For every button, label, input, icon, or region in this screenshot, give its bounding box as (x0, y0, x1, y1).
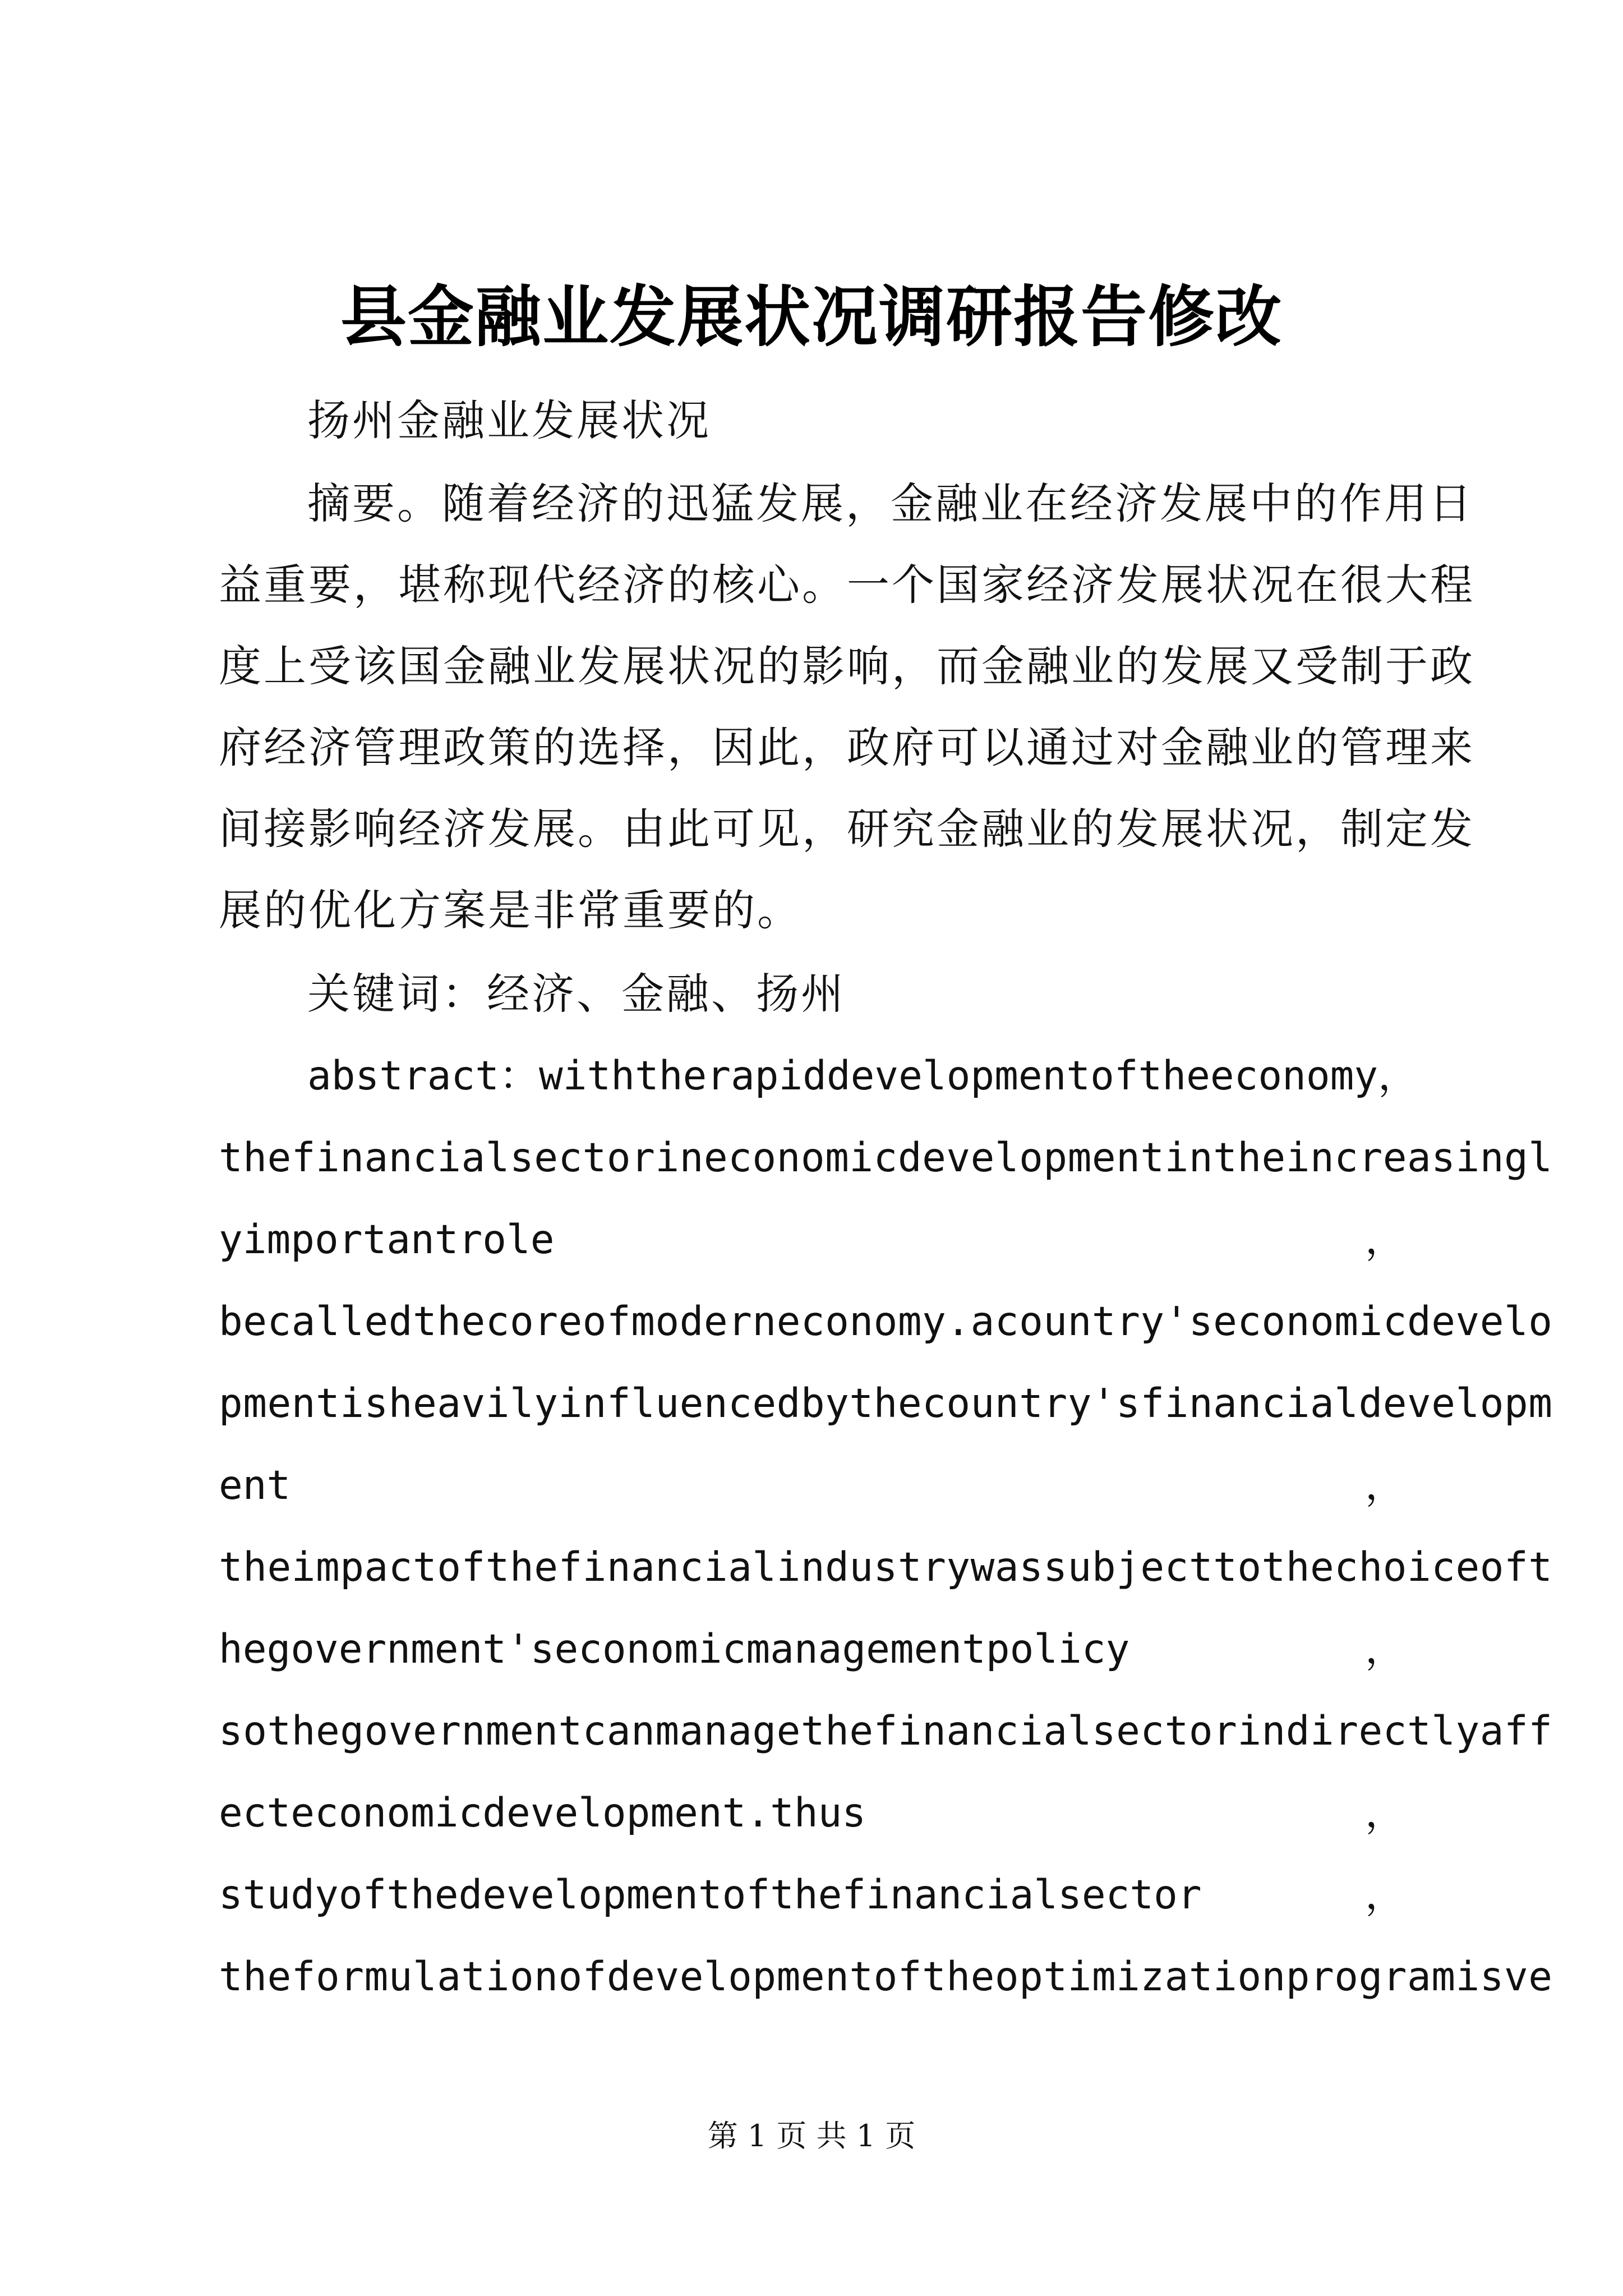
abstract-en-text: withtherapiddevelopmentoftheeconomy (538, 1052, 1378, 1099)
keywords: 关键词：经济、金融、扬州 (307, 969, 846, 1019)
abstract-en-colon: ： (499, 1052, 539, 1099)
abstract-en-line (219, 1785, 1405, 1852)
abstract-en-comma: ， (1364, 1216, 1405, 1263)
abstract-zh-line: 间接影响经济发展。由此可见，研究金融业的发展状况，制定发 (219, 804, 1475, 854)
abstract-en-text: studyofthedevelopmentofthefinancialsector (219, 1871, 1202, 1918)
abstract-en-text: ent (219, 1462, 291, 1508)
abstract-en-text: ecteconomicdevelopment.thus (219, 1789, 866, 1836)
abstract-en-line (219, 1048, 1418, 1115)
abstract-en-line: becalledthecoreofmoderneconomy.acountry'seconomicdevelo (219, 1298, 1553, 1345)
abstract-en-line: sothegovernmentcanmanagethefinancialsectorindirectlyaff (219, 1708, 1553, 1754)
abstract-en-line: thefinancialsectorineconomicdevelopmentintheincreasingl (219, 1134, 1553, 1181)
abstract-en-comma: ， (1364, 1789, 1405, 1836)
abstract-en-comma: ， (1378, 1052, 1418, 1099)
abstract-en-line (219, 1867, 1405, 1934)
abstract-zh-line: 益重要，堪称现代经济的核心。一个国家经济发展状况在很大程 (219, 560, 1475, 610)
abstract-en-line (219, 1212, 1405, 1279)
document-title: 县金融业发展状况调研报告修改 (340, 278, 1283, 356)
abstract-en-line: theformulationofdevelopmentoftheoptimizationprogramisve (219, 1953, 1553, 2000)
abstract-en-line (219, 1621, 1405, 1688)
abstract-en-text: hegovernment'seconomicmanagementpolicy (219, 1626, 1130, 1672)
abstract-en-line: theimpactofthefinancialindustrywassubjecttothechoiceoft (219, 1544, 1553, 1590)
page-footer: 第 1 页 共 1 页 (707, 2118, 916, 2154)
subtitle: 扬州金融业发展状况 (307, 395, 711, 445)
abstract-en-comma: ， (1364, 1462, 1405, 1508)
abstract-zh-line: 展的优化方案是非常重要的。 (219, 885, 802, 935)
abstract-en-label: abstract (307, 1052, 499, 1099)
abstract-en-text: yimportantrole (219, 1216, 555, 1263)
abstract-en-line (219, 1457, 1405, 1525)
abstract-zh-line: 府经济管理政策的选择，因此，政府可以通过对金融业的管理来 (219, 723, 1475, 772)
abstract-en-line: pmentisheavilyinfluencedbythecountry'sfinancialdevelopm (219, 1380, 1553, 1427)
abstract-en-comma: ， (1364, 1871, 1405, 1918)
abstract-en-comma: ， (1364, 1626, 1405, 1672)
abstract-zh-line: 度上受该国金融业发展状况的影响，而金融业的发展又受制于政 (219, 641, 1475, 691)
abstract-zh-line: 摘要。随着经济的迅猛发展，金融业在经济发展中的作用日 (307, 478, 1474, 528)
